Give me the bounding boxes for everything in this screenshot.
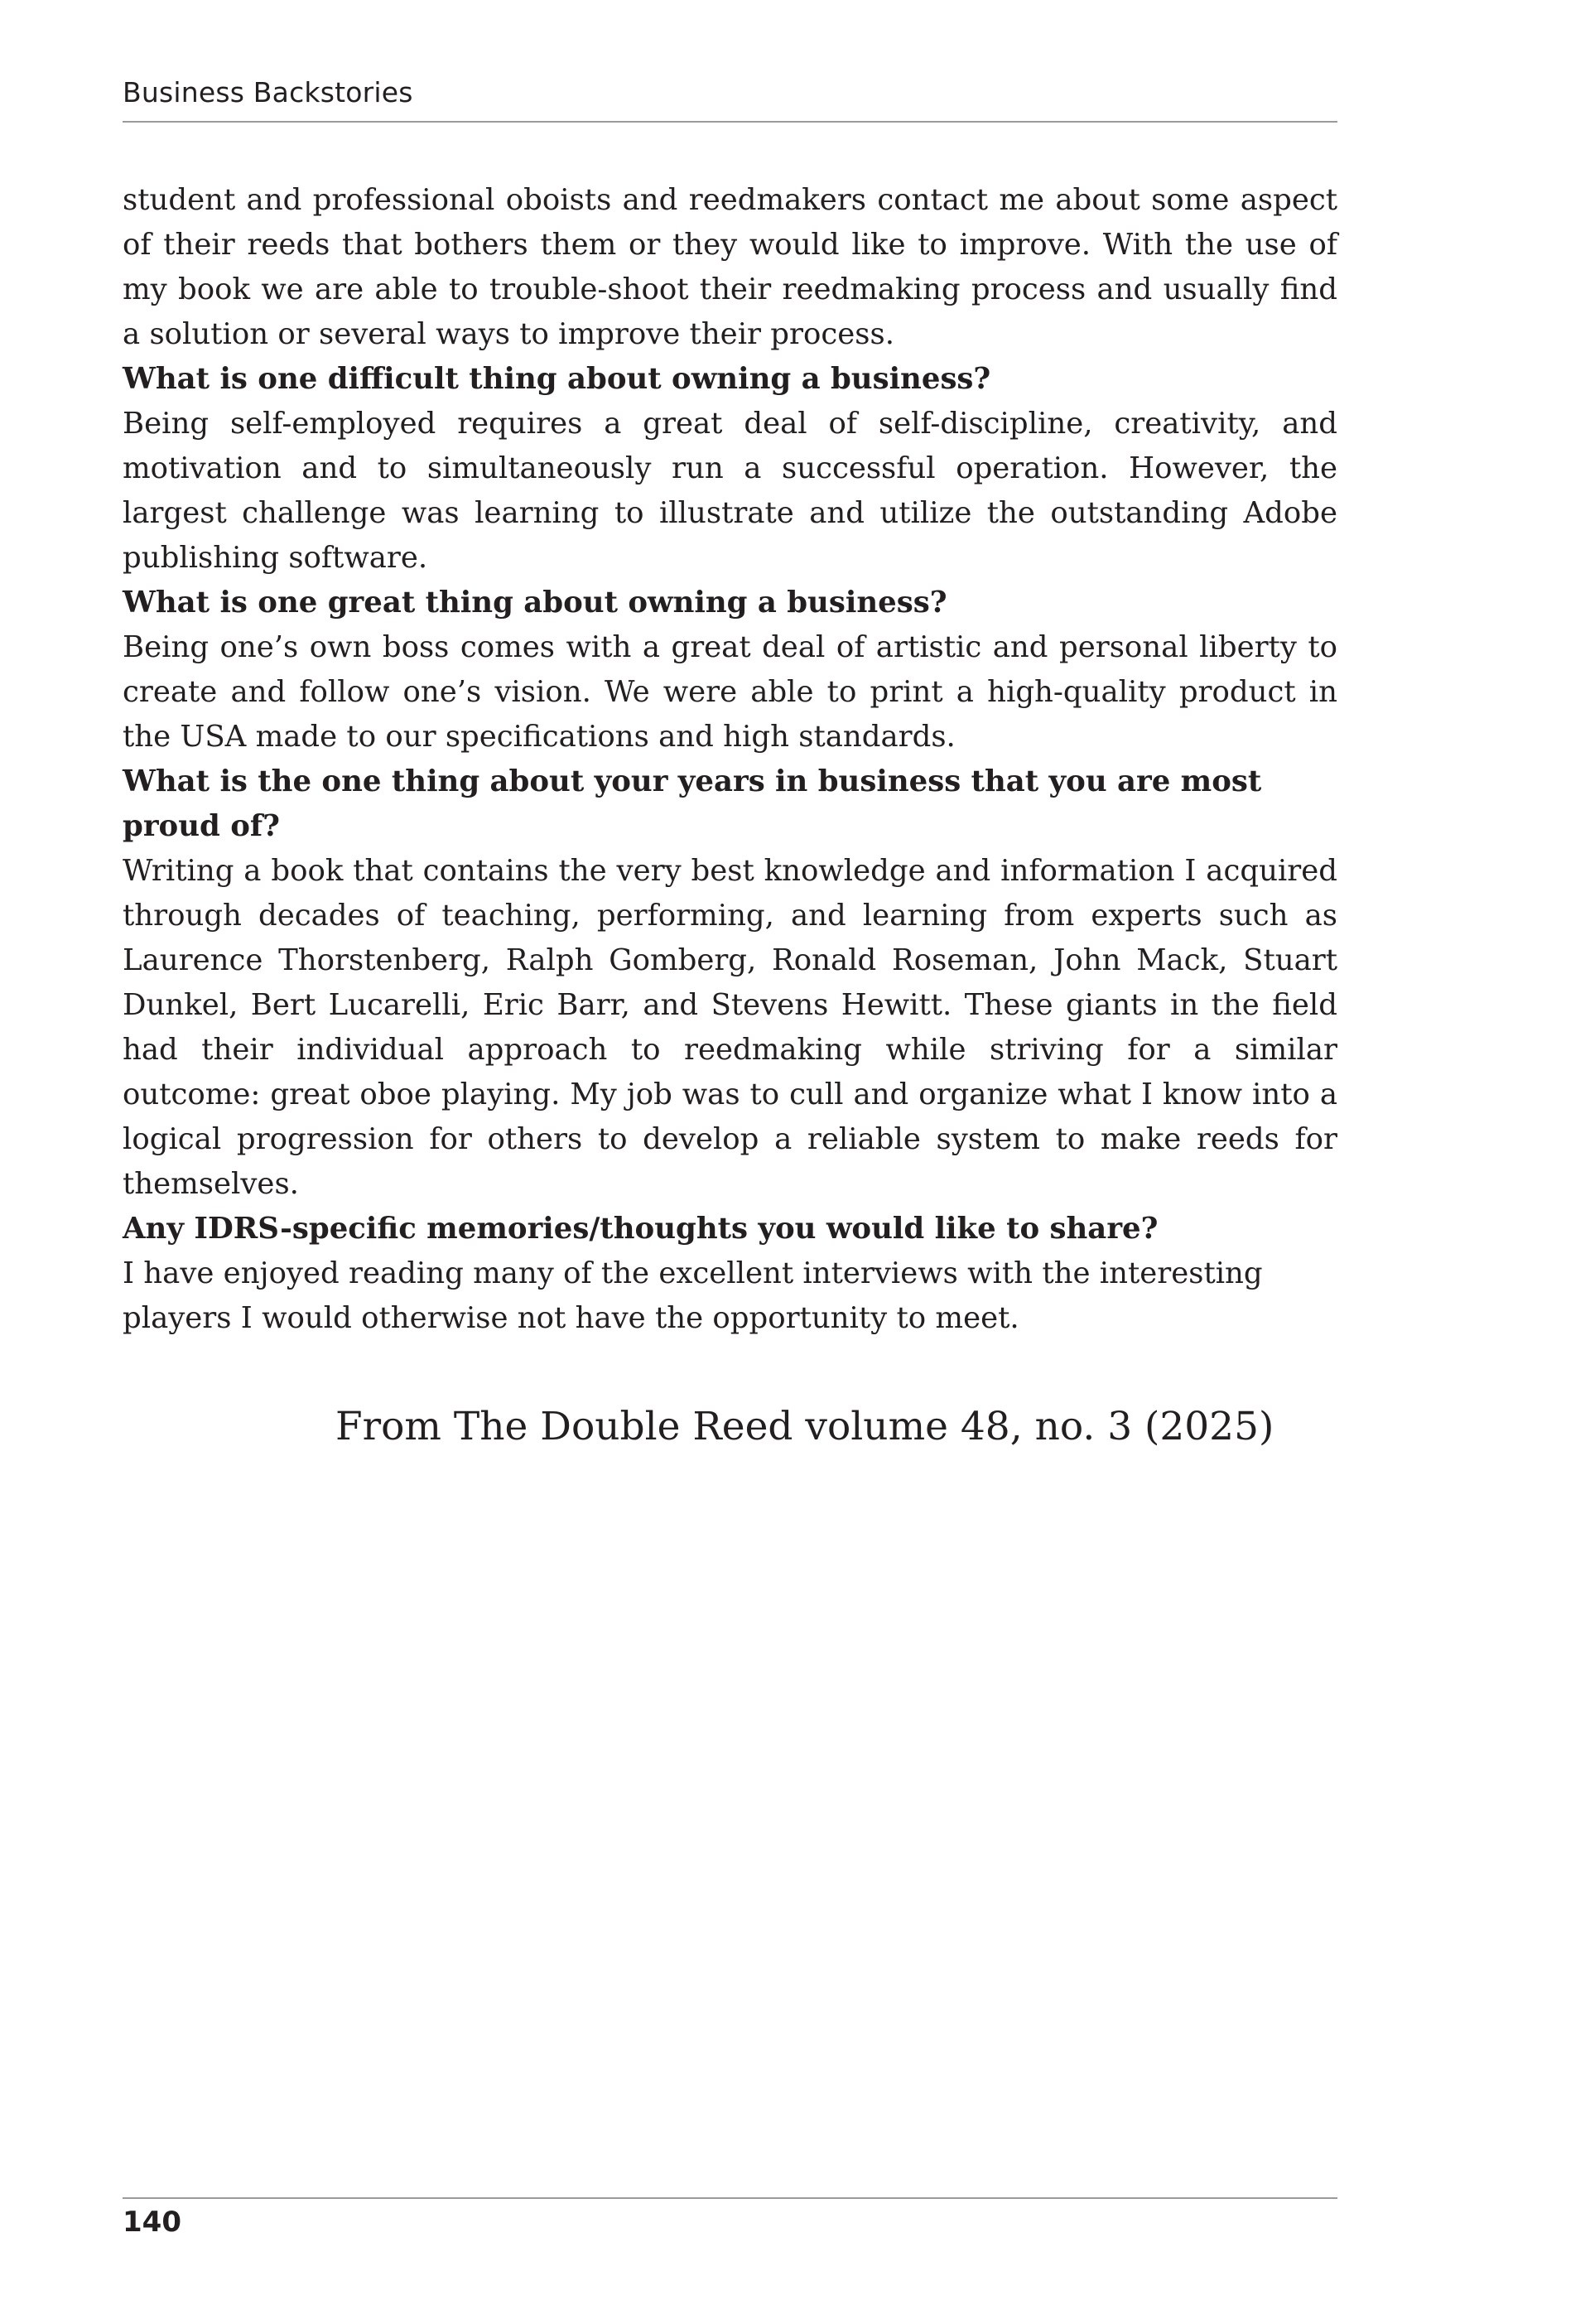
page-number: 140 (123, 2206, 181, 2239)
running-head: Business Backstories (123, 76, 413, 108)
answer-paragraph: Being one’s own boss comes with a great deal of artistic and personal liberty to create and follow one’s vision. We were able to print a high-quality product in the USA made to our specifications and high standards. (123, 630, 1337, 754)
question-heading: What is one difficult thing about owning a business? (123, 362, 991, 396)
article-body (123, 178, 1337, 1341)
answer-paragraph: I have enjoyed reading many of the excellent interviews with the interesting players I would otherwise not have the opportunity to meet. (123, 1256, 1263, 1335)
question-heading: What is the one thing about your years in business that you are most proud of? (123, 764, 1262, 843)
source-citation: From The Double Reed volume 48, no. 3 (2025) (335, 1404, 1274, 1449)
answer-paragraph: Being self-employed requires a great deal of self-discipline, creativity, and motivation and to simultaneously run a successful operation. However, the largest challenge was learning to illustrate and utilize the outstanding Adobe publishing software. (123, 407, 1337, 575)
answer-paragraph: student and professional oboists and reedmakers contact me about some aspect of their reeds that bothers them or they would like to improve. With the use of my book we are able to trouble-shoot their reedmaking process and usually find a solution or several ways to improve their process. (123, 183, 1337, 351)
question-heading: Any IDRS-specific memories/thoughts you would like to share? (123, 1212, 1159, 1246)
header-rule (123, 121, 1337, 123)
footer-rule (123, 2197, 1337, 2199)
answer-paragraph: Writing a book that contains the very best knowledge and information I acquired through decades of teaching, performing, and learning from experts such as Laurence Thorstenberg, Ralph Gomberg, Ronald Roseman, John Mack, Stuart Dunkel, Bert Lucarelli, Eric Barr, and Stevens Hewitt. These giants in the field had their individual approach to reedmaking while striving for a similar outcome: great oboe playing. My job was to cull and organize what I know into a logical progression for others to develop a reliable system to make reeds for themselves. (123, 854, 1337, 1201)
question-heading: What is one great thing about owning a business? (123, 586, 947, 620)
